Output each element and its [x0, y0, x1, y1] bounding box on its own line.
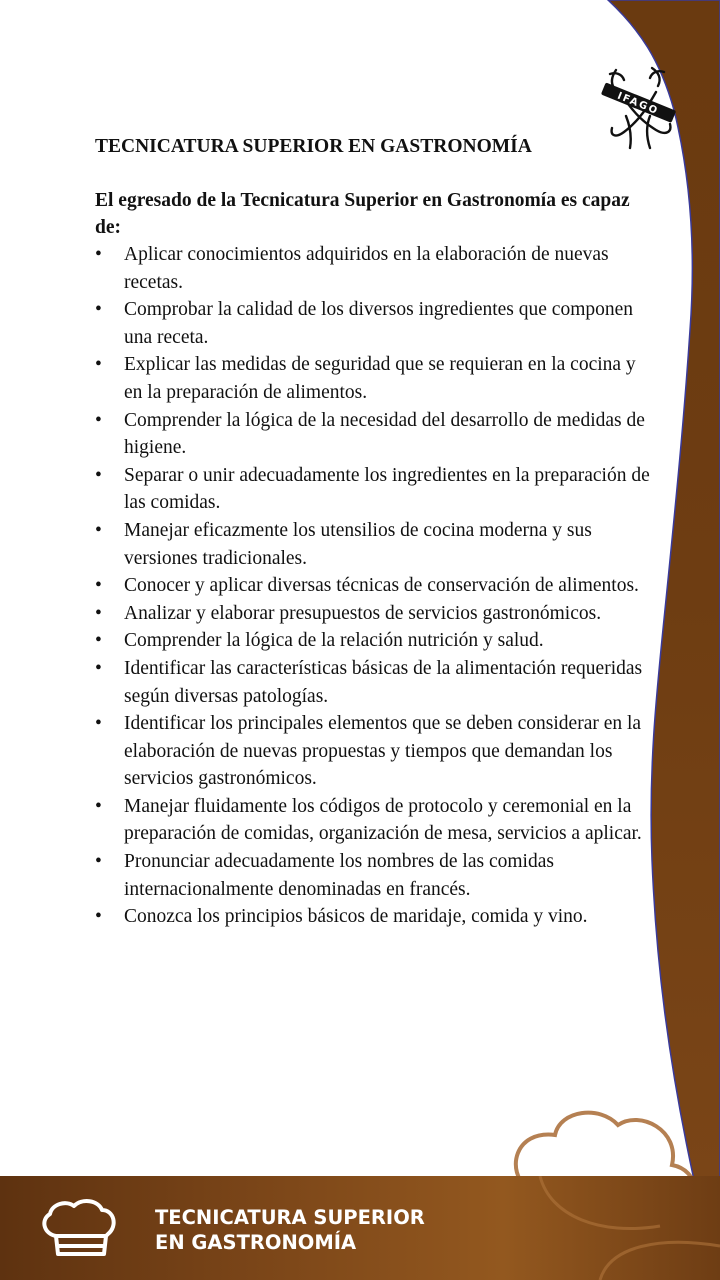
footer-banner: [0, 1176, 720, 1280]
chef-hat-icon: [38, 1196, 118, 1260]
list-item: • Manejar eficazmente los utensilios de cocina moderna y sus versiones tradicionales.: [95, 517, 655, 572]
list-item: • Aplicar conocimientos adquiridos en la elaboración de nuevas recetas.: [95, 241, 655, 296]
list-item: • Comprender la lógica de la necesidad del desarrollo de medidas de higiene.: [95, 407, 655, 462]
list-item: • Identificar los principales elementos que se deben considerar en la elaboración de nuevas propuestas y tiempos que demandan los servicios gastronómicos.: [95, 710, 655, 793]
list-item: • Conocer y aplicar diversas técnicas de conservación de alimentos.: [95, 572, 655, 600]
list-item: • Manejar fluidamente los códigos de protocolo y ceremonial en la preparación de comidas, organización de mesa, servicios a aplicar.: [95, 793, 655, 848]
footer-title: [155, 1205, 475, 1255]
logo-text: IFAGO: [615, 90, 661, 118]
list-item: • Analizar y elaborar presupuestos de servicios gastronómicos.: [95, 600, 655, 628]
competencies-list: [95, 241, 655, 931]
list-item: • Comprender la lógica de la relación nutrición y salud.: [95, 627, 655, 655]
footer-title-line1: TECNICATURA SUPERIOR: [155, 1206, 425, 1229]
list-item: • Comprobar la calidad de los diversos ingredientes que componen una receta.: [95, 296, 655, 351]
list-item: • Separar o unir adecuadamente los ingredientes en la preparación de las comidas.: [95, 462, 655, 517]
document-title: TECNICATURA SUPERIOR EN GASTRONOMÍA: [95, 136, 532, 157]
list-item: • Pronunciar adecuadamente los nombres de las comidas internacionalmente denominadas en francés.: [95, 848, 655, 903]
list-item: • Explicar las medidas de seguridad que se requieran en la cocina y en la preparación de alimentos.: [95, 351, 655, 406]
footer-title-line2: EN GASTRONOMÍA: [155, 1231, 357, 1254]
document-intro: El egresado de la Tecnicatura Superior en Gastronomía es capaz de:: [95, 190, 630, 238]
list-item: • Identificar las características básicas de la alimentación requeridas según diversas patologías.: [95, 655, 655, 710]
document-body: [95, 133, 655, 931]
list-item: • Conozca los principios básicos de maridaje, comida y vino.: [95, 903, 655, 931]
